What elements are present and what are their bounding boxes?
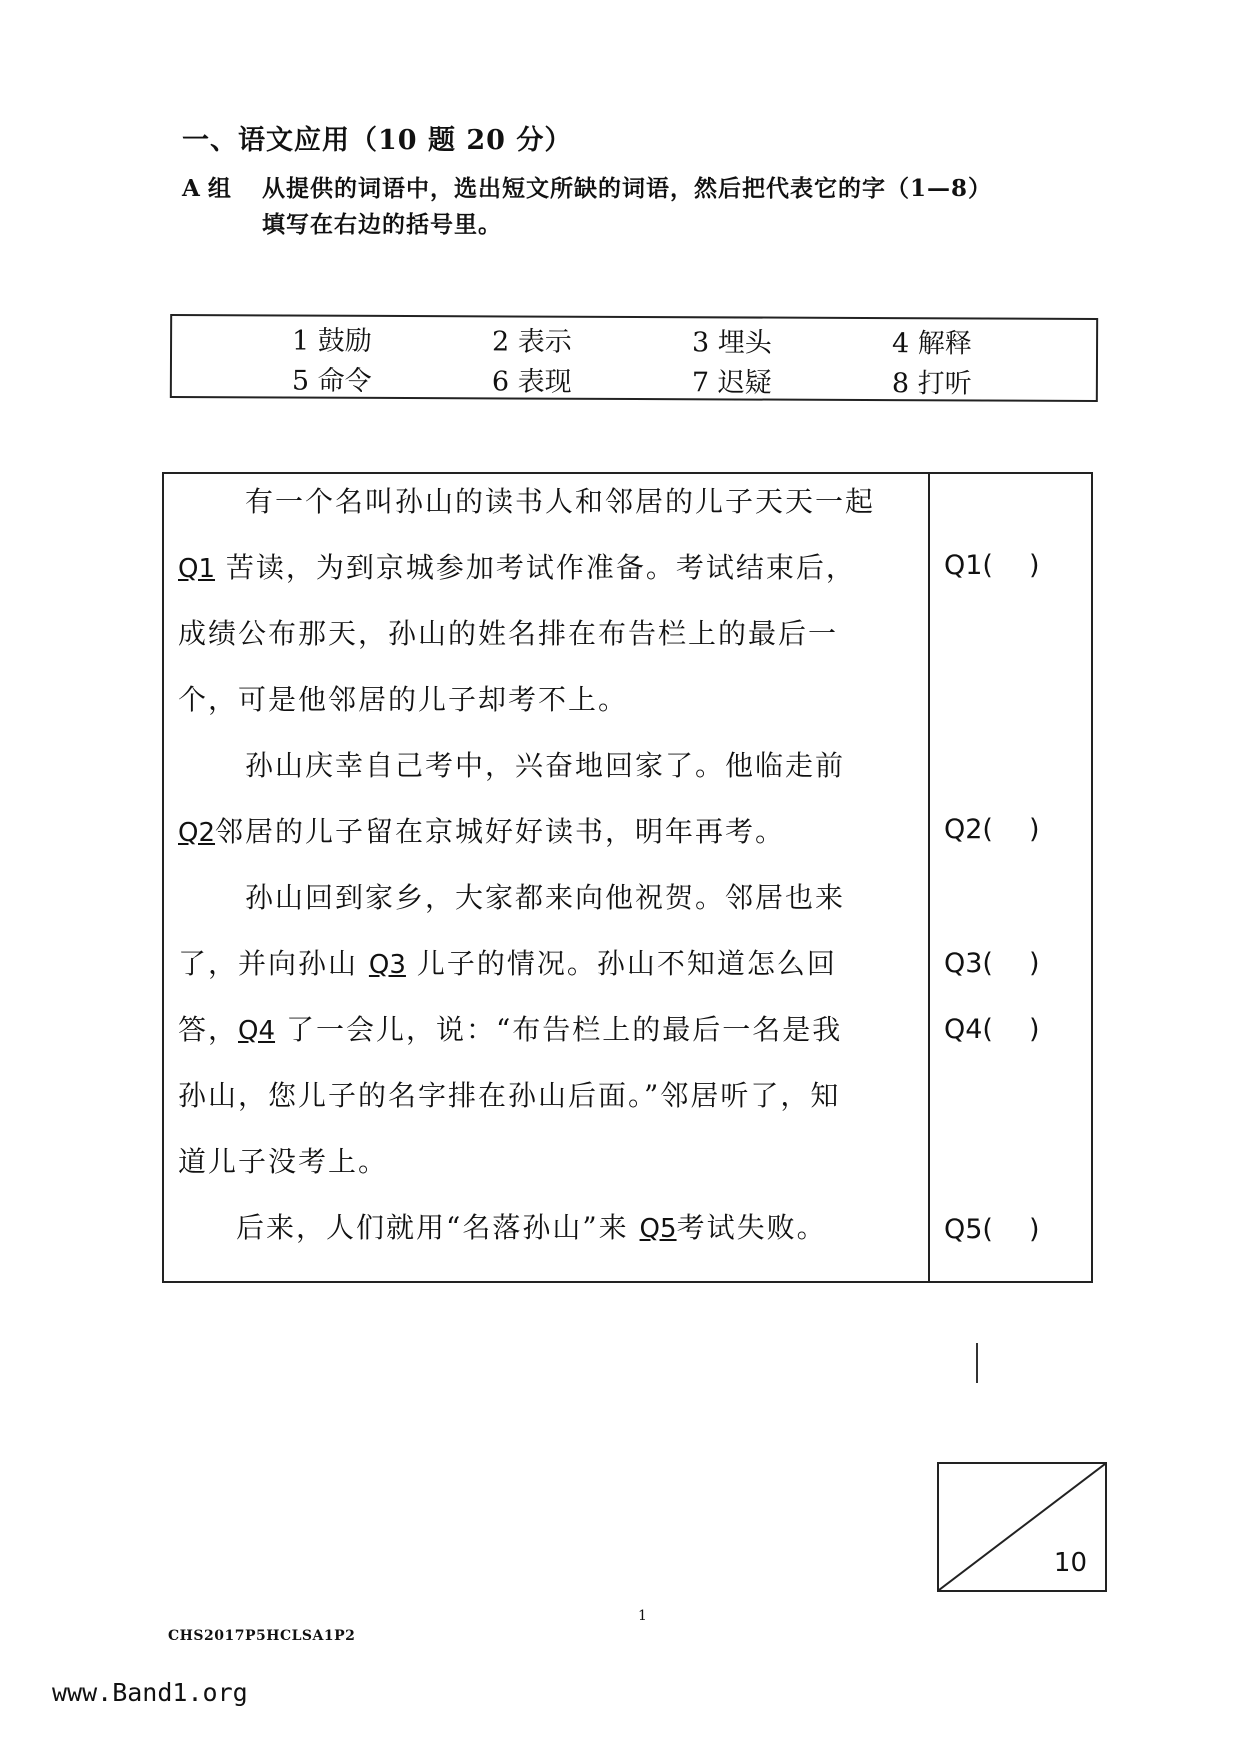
- passage-line: 个，可是他邻居的儿子却考不上。: [178, 683, 629, 716]
- word-bank: [170, 314, 1098, 402]
- passage-text: 儿子的情况。孙山不知道怎么回: [416, 947, 837, 980]
- word-option-1: 1 鼓励: [292, 325, 372, 357]
- section-heading: 一、语文应用（10 题 20 分）: [182, 125, 573, 156]
- word-option-4: 4 解释: [891, 328, 972, 360]
- score-total: 10: [1053, 1548, 1087, 1578]
- passage-line: [178, 810, 785, 850]
- passage-line: [178, 1008, 842, 1048]
- page-number: 1: [638, 1608, 647, 1624]
- passage-text: 苦读，为到京城参加考试作准备。考试结束后，: [225, 551, 856, 584]
- passage-text: 了，并向孙山: [178, 947, 359, 980]
- answer-slot-q5[interactable]: Q5( ): [944, 1214, 1040, 1245]
- passage-line: [178, 546, 856, 586]
- passage-line: 孙山庆幸自己考中，兴奋地回家了。他临走前: [245, 749, 846, 782]
- instruction-line-2: 填写在右边的括号里。: [262, 211, 502, 238]
- passage-text: 后来，人们就用“名落孙山”来: [236, 1211, 629, 1244]
- answer-slot-q4[interactable]: Q4( ): [944, 1014, 1040, 1045]
- passage-line: 孙山，您儿子的名字排在孙山后面。”邻居听了，知: [178, 1079, 841, 1112]
- word-option-3: 3 埋头: [691, 327, 772, 359]
- word-option-8: 8 打听: [891, 368, 972, 400]
- word-option-5: 5 命令: [291, 365, 372, 397]
- blank-q2: Q2: [178, 818, 216, 848]
- passage-line: [236, 1206, 827, 1246]
- word-option-7: 7 迟疑: [691, 367, 772, 399]
- passage-text: 答，: [178, 1013, 239, 1046]
- answer-slot-q2[interactable]: Q2( ): [944, 814, 1040, 845]
- paper-code: CHS2017P5HCLSA1P2: [168, 1628, 356, 1644]
- word-option-6: 6 表现: [491, 366, 572, 398]
- group-label: A 组: [182, 175, 231, 202]
- passage-text: 考试失败。: [676, 1211, 827, 1244]
- answer-slot-q1[interactable]: Q1( ): [944, 550, 1040, 581]
- passage-line: 成绩公布那天，孙山的姓名排在布告栏上的最后一: [178, 617, 839, 650]
- answer-slot-q3[interactable]: Q3( ): [944, 948, 1040, 979]
- blank-q4: Q4: [238, 1016, 276, 1046]
- instruction-line-1: 从提供的词语中，选出短文所缺的词语，然后把代表它的字（1—8）: [262, 175, 993, 202]
- score-box: [937, 1462, 1107, 1592]
- passage-text: 邻居的儿子留在京城好好读书，明年再考。: [215, 815, 786, 848]
- scan-mark: [976, 1343, 978, 1383]
- column-divider: [928, 472, 930, 1283]
- site-watermark: www.Band1.org: [52, 1678, 248, 1707]
- passage-text: 了一会儿，说：“布告栏上的最后一名是我: [285, 1013, 843, 1046]
- word-option-2: 2 表示: [492, 326, 572, 358]
- passage-line: 孙山回到家乡，大家都来向他祝贺。邻居也来: [245, 881, 846, 914]
- passage-line: [178, 942, 837, 982]
- passage-line: 有一个名叫孙山的读书人和邻居的儿子天天一起: [245, 485, 876, 518]
- blank-q3: Q3: [368, 950, 406, 980]
- blank-q1: Q1: [178, 554, 216, 584]
- blank-q5: Q5: [639, 1214, 677, 1244]
- passage-line: 道儿子没考上。: [178, 1145, 389, 1178]
